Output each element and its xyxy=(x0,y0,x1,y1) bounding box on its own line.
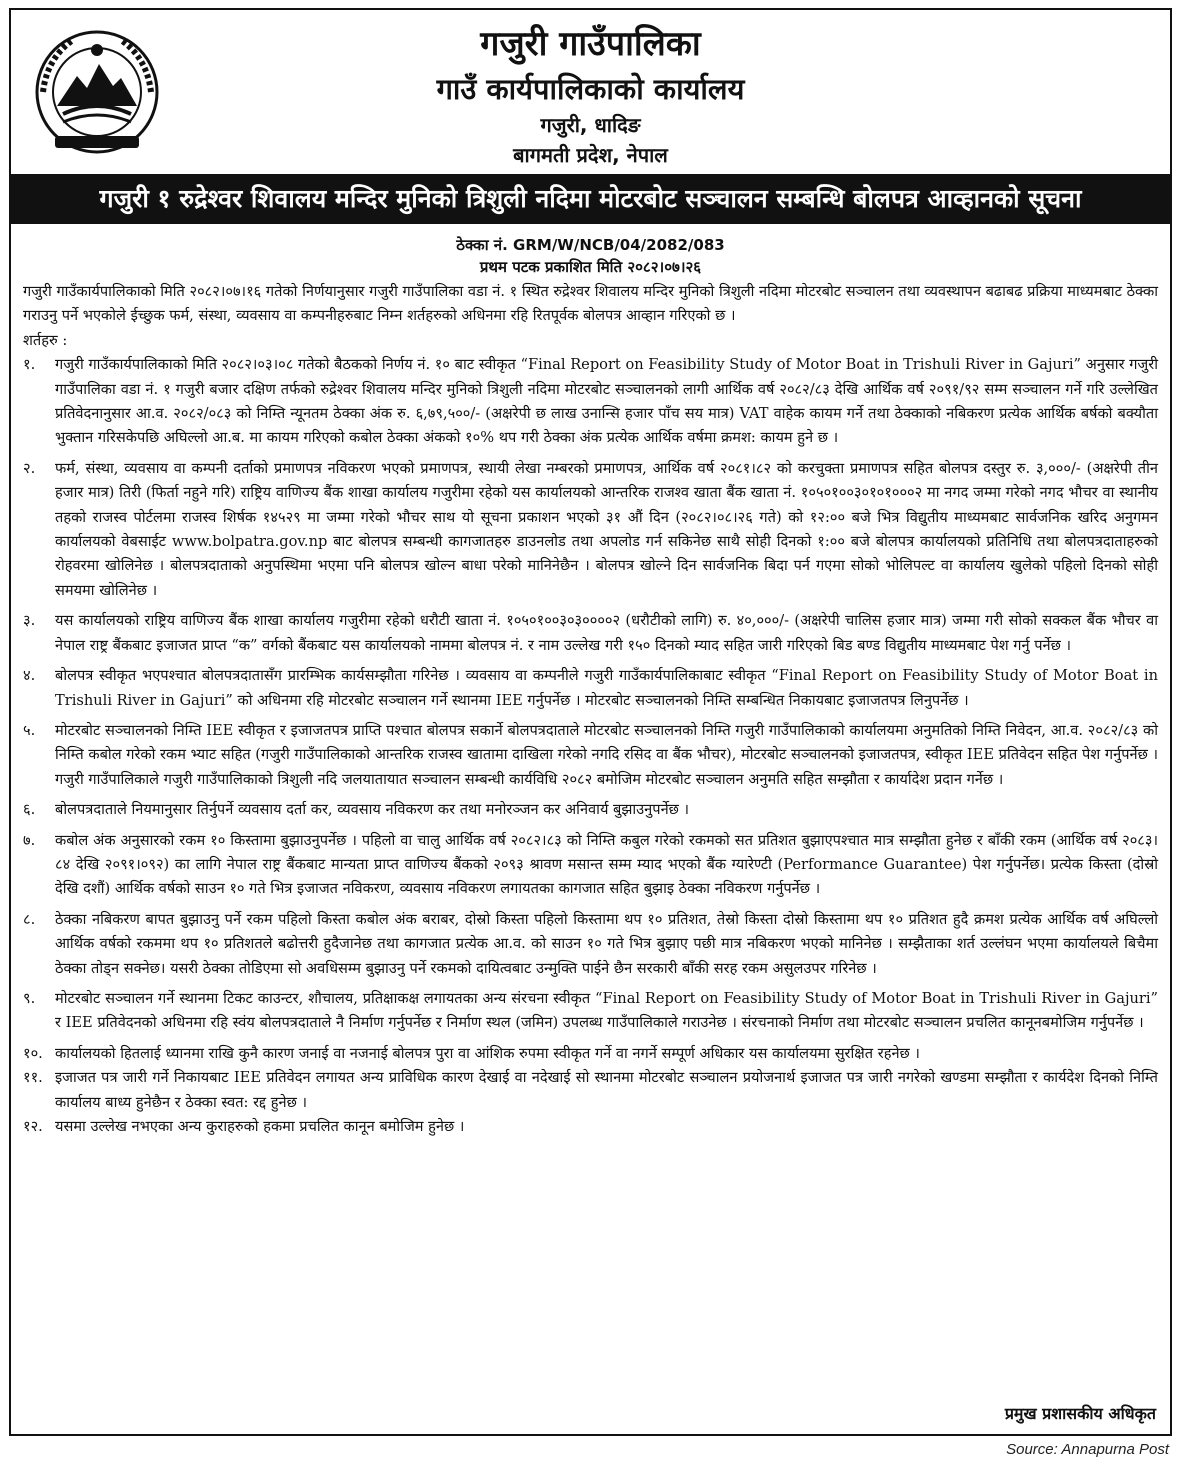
condition-number: ९. xyxy=(23,989,36,1007)
condition-text: यस कार्यालयको राष्ट्रिय वाणिज्य बैंक शाखा कार्यालय गजुरीमा रहेको धरौटी खाता नं. १०५०१००३०३००००२ (धरौटीको लागि) रु. ४०,०००/- (अक्षरेपी चालिस हजार मात्र) जम्मा गरी सोको सक्कल बैंक भौचर वा नेपाल राष्ट्र बैंकबाट इजाजत प्राप्त “क” वर्गको बैंकबाट यस कार्यालयको नाममा बोलपत्र नं. र नाम उल्लेख गरी १५० दिनको म्याद सहित जारी गरिएको बिड बण्ड विद्युतीय माध्यमबाट पेश गर्नु पर्नेछ । xyxy=(55,612,1158,654)
condition-item xyxy=(23,987,1158,1036)
condition-number: २. xyxy=(23,459,36,477)
condition-number: ३. xyxy=(23,612,36,630)
condition-item xyxy=(23,664,1158,713)
condition-number: ११. xyxy=(23,1069,43,1087)
condition-number: ६. xyxy=(23,801,36,819)
condition-text: बोलपत्रदाताले नियमानुसार तिर्नुपर्ने व्यवसाय दर्ता कर, व्यवसाय नविकरण कर तथा मनोरञ्जन कर अनिवार्य बुझाउनुपर्नेछ । xyxy=(55,801,690,819)
condition-text: गजुरी गाउँकार्यपालिकाको मिति २०८२।०३।०८ गतेको बैठकको निर्णय नं. १० बाट स्वीकृत “Final Report on Feasibility Study of Motor Boat in Trishuli River in Gajuri” अनुसार गजुरी गाउँपालिका वडा नं. १ गजुरी बजार दक्षिण तर्फको रुद्रेश्वर शिवालय मन्दिर मुनिको त्रिशुली नदिमा मोटरबोट सञ्चालनको लागी आर्थिक वर्ष २०८२/८३ देखि आर्थिक वर्ष २०९१/९२ सम्म सञ्चालन गर्ने गरि उल्लेखित प्रतिवेदनानुसार आ.व. २०८२/०८३ को निम्ति न्यूनतम ठेक्का अंक रु. ६,७९,५००/- (अक्षरेपी छ लाख उनान्सि हजार पाँच सय मात्र) VAT वाहेक कायम गर्ने तथा ठेक्काको नबिकरण प्रत्येक आर्थिक बर्षको बक्यौता भुक्तान गरिसकेपछि अघिल्लो आ.ब. मा कायम गरिएको कबोल ठेक्का अंकको १०% थप गरी ठेक्का अंक प्रत्येक आर्थिक वर्षमा क्रमश: कायम हुने छ । xyxy=(55,356,1158,447)
condition-text: कबोल अंक अनुसारको रकम १० किस्तामा बुझाउनुपर्नेछ । पहिलो वा चालु आर्थिक वर्ष २०८२।८३ को निम्ति कबुल गरेको रकमको सत प्रतिशत बुझाएपश्चात मात्र सम्झौता हुनेछ र बाँकी रकम (आर्थिक वर्ष २०८३।८४ देखि २०९१।०९२) का लागि नेपाल राष्ट्र बैंकबाट मान्यता प्राप्त वाणिज्य बैंकको २०९३ श्रावण मसान्त सम्म म्याद भएको बैंक ग्यारेण्टी (Performance Guarantee) पेश गर्नुपर्नेछ। प्रत्येक किस्ता (दोस्रो देखि दशौं) आर्थिक वर्षको साउन १० गते भित्र इजाजत नविकरण, व्यवसाय नविकरण लगायतका कागजात सहित बुझाइ ठेक्का नविकरण गर्नुपर्नेछ । xyxy=(55,831,1158,898)
condition-item xyxy=(23,798,1158,822)
signature-designation: प्रमुख प्रशासकीय अधिकृत xyxy=(1004,1404,1156,1423)
condition-number: १. xyxy=(23,356,36,374)
office-location: गजुरी, धादिङ xyxy=(540,113,641,137)
intro-paragraph: गजुरी गाउँकार्यपालिकाको मिति २०८२।०७।१६ गतेको निर्णयानुसार गजुरी गाउँपालिका वडा नं. १ स्थित रुद्रेश्वर शिवालय मन्दिर मुनिको त्रिशुली नदिमा मोटरबोट सञ्चालन तथा व्यवस्थापन बढाबढ प्रक्रिया माध्यमबाट ठेक्का गराउनु पर्ने भएकोले ईच्छुक फर्म, संस्था, व्यवसाय वा कम्पनीहरुबाट निम्न शर्तहरुको अधिनमा रहि रितपूर्वक बोलपत्र आव्हान गरिएको छ । xyxy=(23,283,1158,325)
condition-item xyxy=(23,719,1158,792)
notice-header xyxy=(11,10,1170,170)
condition-number: ४. xyxy=(23,667,36,685)
first-published-date: प्रथम पटक प्रकाशित मिति २०८२।०७।२६ xyxy=(479,258,702,276)
condition-item xyxy=(23,353,1158,451)
condition-text: इजाजत पत्र जारी गर्ने निकायबाट IEE प्रतिवेदन लगायत अन्य प्राविधिक कारण देखाई वा नदेखाई सो स्थानमा मोटरबोट सञ्चालन प्रयोजनार्थ इजाजत पत्र जारी नगरेको खण्डमा सम्झौता र कार्यदेश दिनको निम्ति कार्यालय बाध्य हुनेछैन र ठेक्का स्वत: रद्द हुनेछ । xyxy=(55,1069,1158,1111)
condition-number: १०. xyxy=(23,1044,43,1062)
condition-number: ७. xyxy=(23,831,36,849)
tender-number: ठेक्का नं. GRM/W/NCB/04/2082/083 xyxy=(456,236,725,254)
notice-title-banner: गजुरी १ रुद्रेश्वर शिवालय मन्दिर मुनिको त्रिशुली नदिमा मोटरबोट सञ्चालन सम्बन्धि बोलपत्र आव्हानको सूचना xyxy=(11,174,1170,224)
condition-number: १२. xyxy=(23,1118,43,1135)
condition-item xyxy=(23,908,1158,981)
condition-text: ठेक्का नबिकरण बापत बुझाउनु पर्ने रकम पहिलो किस्ता कबोल अंक बराबर, दोस्रो किस्ता पहिलो किस्तामा थप १० प्रतिशत, तेस्रो किस्ता दोस्रो किस्तामा थप १० प्रतिशत हुदै क्रमश प्रत्येक आर्थिक वर्ष अघिल्लो आर्थिक वर्षको रकममा थप १० प्रतिशतले बढोत्तरी हुदैजानेछ तथा कागजात प्रत्येक आ.व. को साउन १० गते भित्र बुझाए पछी मात्र नबिकरण भएको मानिनेछ । सम्झैताका शर्त उल्लंघन भएमा कार्यालयले बिचैमा ठेक्का तोड्न सक्नेछ। यसरी ठेक्का तोडिएमा सो अवधिसम्म बुझाउनु पर्ने रकमको दायित्वबाट उन्मुक्ति पाईने छैन सरकारी बाँकी सरह रकम असुलउपर गरिनेछ । xyxy=(55,910,1158,977)
condition-number: ८. xyxy=(23,910,36,928)
condition-text: फर्म, संस्था, व्यवसाय वा कम्पनी दर्ताको प्रमाणपत्र नविकरण भएको प्रमाणपत्र, स्थायी लेखा नम्बरको प्रमाणपत्र, आर्थिक वर्ष २०८१।८२ को करचुक्ता प्रमाणपत्र सहित बोलपत्र दस्तुर रु. ३,०००/- (अक्षरेपी तीन हजार मात्र) तिरी (फिर्ता नहुने गरि) राष्ट्रिय वाणिज्य बैंक शाखा कार्यालय गजुरीमा रहेको यस कार्यालयको आन्तरिक राजश्व खाता बैंक खाता नं. १०५०१००३०१०१०००२ मा नगद जम्मा गरेको नगद भौचर वा स्थानीय तहको राजस्व पोर्टलमा राजस्व शिर्षक १४५२९ मा जम्मा गरेको भौचर साथ यो सूचना प्रकाशन भएको ३१ औं दिन (२०८२।०८।२६ गते) को १२:०० बजे भित्र विद्युतीय माध्यमबाट सार्वजनिक खरिद अनुगमन कार्यालयको वेबसाईट www.bolpatra.gov.np बाट बोलपत्र सम्बन्धी कागजातहरु डाउनलोड तथा अपलोड गर्न सकिनेछ साथै सोही दिनको १:०० बजे बोलपत्र कार्यालयको प्रतिनिधि तथा बोलपत्रदाताहरुको रोहवरमा खोलिनेछ । बोलपत्रदाताको अनुपस्थिमा भएमा पनि बोलपत्र खोल्न बाधा परेको मानिनेछैन । बोलपत्र खोल्ने दिन सार्वजनिक बिदा पर्न गएमा सोको भोलिपल्ट वा कार्यालय खुलेको पहिलो दिनको सोही समयमा खोलिनेछ । xyxy=(55,459,1158,599)
office-name: गाउँ कार्यपालिकाको कार्यालय xyxy=(436,72,745,106)
condition-item xyxy=(23,609,1158,658)
condition-item xyxy=(23,457,1158,603)
notice-frame xyxy=(9,8,1172,1436)
condition-text: मोटरबोट सञ्चालनको निम्ति IEE स्वीकृत र इजाजतपत्र प्राप्ति पश्चात बोलपत्र सकार्ने बोलपत्रदाताले मोटरबोट सञ्चालनको निम्ति गजुरी गाउँपालिकाको कार्यालयमा अनुमतिको निम्ति निवेदन, आ.व. २०८२/८३ को निम्ति कबोल गरेको रकम भ्याट सहित (गजुरी गाउँपालिकाको आन्तरिक राजस्व खातामा दाखिला गरेको नगदि रसिद वा बैंक भौचर), मोटरबोट सञ्चालनको इजाजतपत्र, स्वीकृत IEE प्रतिवेदन सहित पेश गर्नुपर्नेछ । गजुरी गाउँपालिकाले गजुरी गाउँपालिकाको त्रिशुली नदि जलयातायात सञ्चालन सम्बन्धी कार्यविधि २०८२ बमोजिम मोटरबोट सञ्चालन अनुमति सहित सम्झौता र कार्यादेश प्रदान गर्नेछ । xyxy=(55,721,1158,788)
office-province: बागमती प्रदेश, नेपाल xyxy=(513,143,668,167)
conditions-heading: शर्तहरु : xyxy=(23,331,68,349)
notice-body xyxy=(23,280,1158,1139)
condition-item xyxy=(23,829,1158,902)
condition-number: ५. xyxy=(23,721,36,739)
condition-item xyxy=(23,1066,1158,1115)
condition-text: मोटरबोट सञ्चालन गर्ने स्थानमा टिकट काउन्टर, शौचालय, प्रतिक्षाकक्ष लगायतका अन्य संरचना स्वीकृत “Final Report on Feasibility Study of Motor Boat in Trishuli River in Gajuri” र IEE प्रतिवेदनको अधिनमा रहि स्वंय बोलपत्रदाताले नै निर्माण गर्नुपर्नेछ र निर्माण स्थल (जमिन) उपलब्ध गाउँपालिकाले गराउनेछ । संरचनाको निर्माण तथा मोटरबोट सञ्चालन प्रचलित कानूनबमोजिम गर्नुपर्नेछ । xyxy=(55,989,1158,1032)
condition-text: कार्यालयको हितलाई ध्यानमा राखि कुनै कारण जनाई वा नजनाई बोलपत्र पुरा वा आंशिक रुपमा स्वीकृत गर्ने वा नगर्ने सम्पूर्ण अधिकार यस कार्यालयमा सुरक्षित रहनेछ । xyxy=(55,1044,920,1062)
condition-item xyxy=(23,1115,1158,1139)
condition-text: बोलपत्र स्वीकृत भएपश्चात बोलपत्रदातासँग प्रारम्भिक कार्यसम्झौता गरिनेछ । व्यवसाय वा कम्पनीले गजुरी गाउँकार्यपालिकाबाट स्वीकृत “Final Report on Feasibility Study of Motor Boat in Trishuli River in Gajuri” को अधिनमा रहि मोटरबोट सञ्चालन गर्ने स्थानमा IEE गर्नुपर्नेछ । मोटरबोट सञ्चालनको निम्ति सम्बन्धित निकायबाट इजाजतपत्र लिनुपर्नेछ । xyxy=(55,667,1158,709)
condition-item xyxy=(23,1042,1158,1066)
condition-text: यसमा उल्लेख नभएका अन्य कुराहरुको हकमा प्रचलित कानून बमोजिम हुनेछ । xyxy=(55,1118,465,1135)
source-credit: Source: Annapurna Post xyxy=(1006,1441,1169,1458)
municipality-name: गजुरी गाउँपालिका xyxy=(480,24,701,64)
